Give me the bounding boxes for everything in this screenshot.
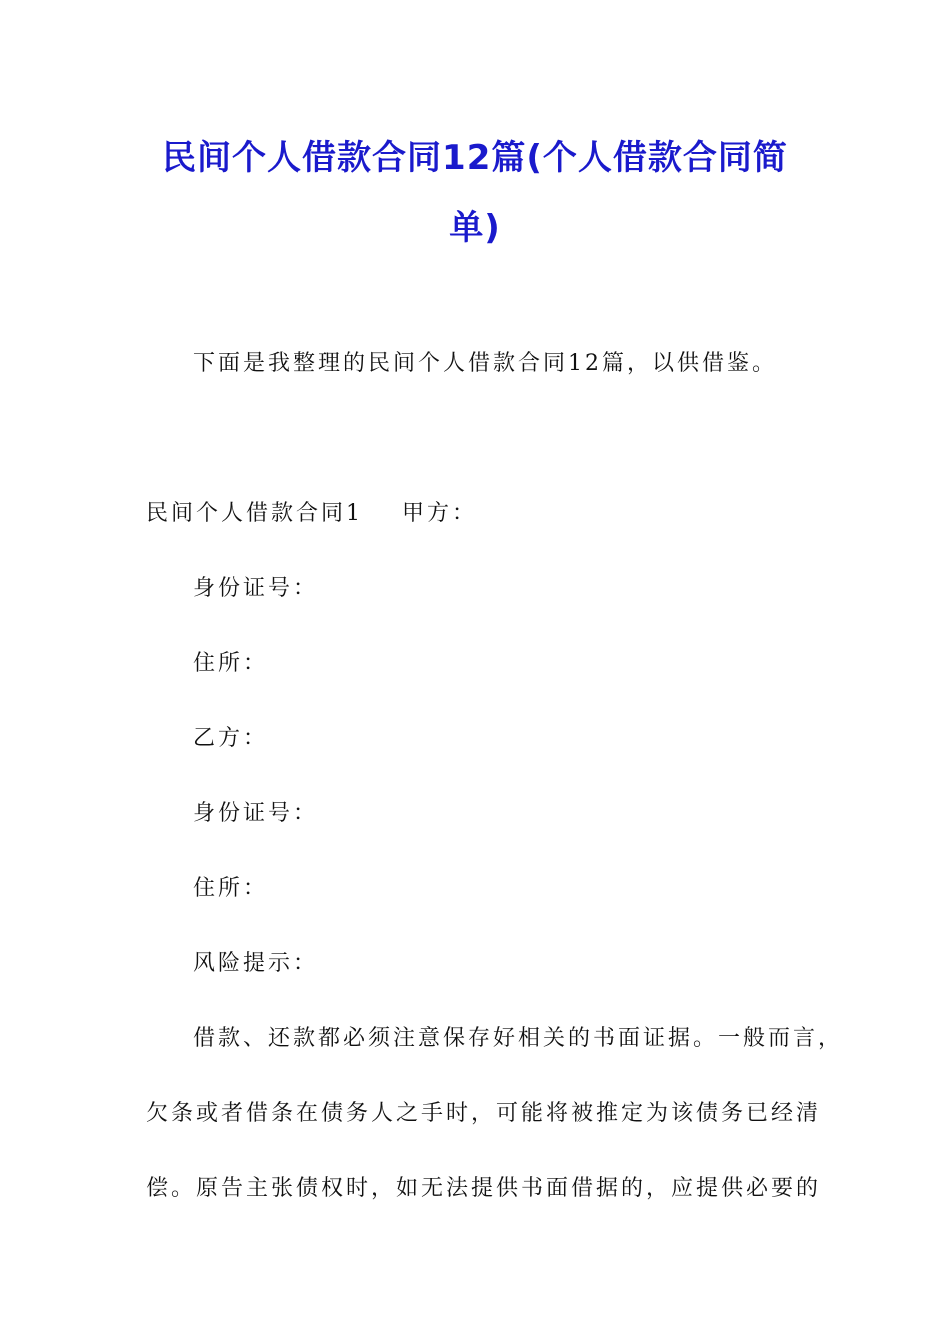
document-title-line1: 民间个人借款合同12篇(个人借款合同简 bbox=[162, 138, 788, 178]
section-heading: 民间个人借款合同1 bbox=[146, 501, 363, 526]
risk-paragraph-line: 借款、还款都必须注意保存好相关的书面证据。一般而言， bbox=[193, 1026, 844, 1051]
party-a-id-field: 身份证号： bbox=[193, 576, 319, 601]
party-b-address-field: 住所： bbox=[193, 876, 269, 901]
document-title-line2: 单) bbox=[449, 208, 501, 248]
risk-paragraph-line: 偿。原告主张债权时，如无法提供书面借据的，应提供必要的 bbox=[146, 1176, 822, 1201]
party-a-label: 甲方： bbox=[402, 501, 478, 526]
risk-heading: 风险提示： bbox=[193, 951, 319, 976]
intro-paragraph: 下面是我整理的民间个人借款合同12篇，以供借鉴。 bbox=[193, 351, 777, 376]
party-a-address-field: 住所： bbox=[193, 651, 269, 676]
party-b-id-field: 身份证号： bbox=[193, 801, 319, 826]
risk-paragraph-line: 欠条或者借条在债务人之手时，可能将被推定为该债务已经清 bbox=[146, 1101, 822, 1126]
party-b-label: 乙方： bbox=[193, 726, 269, 751]
